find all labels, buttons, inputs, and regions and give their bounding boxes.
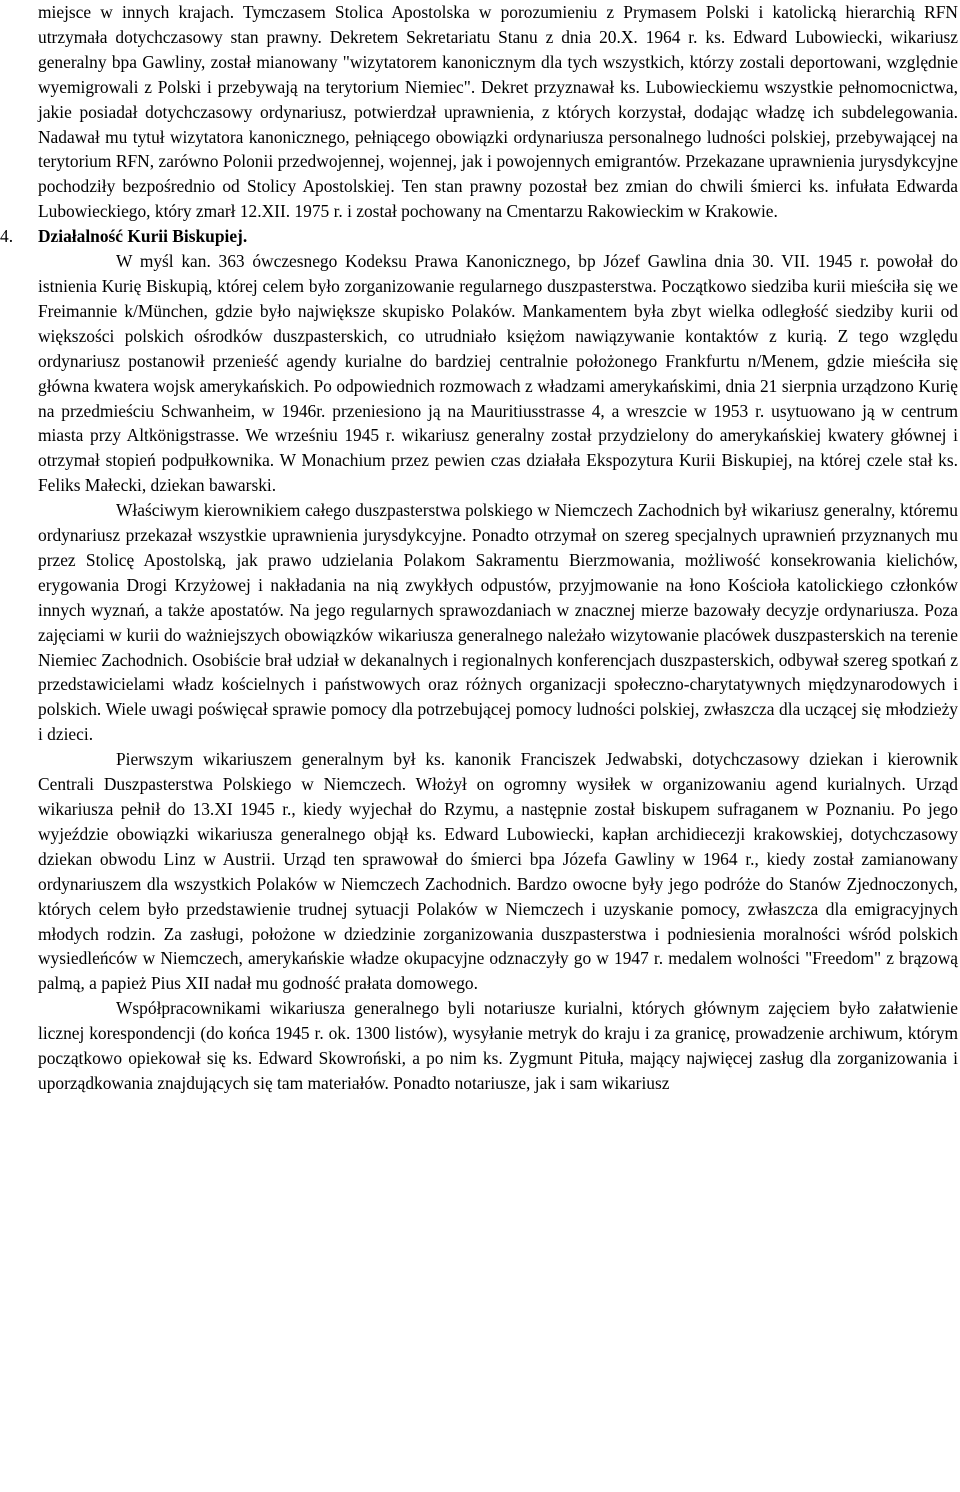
paragraph-curia-founding: W myśl kan. 363 ówczesnego Kodeksu Prawa Kanonicznego, bp Józef Gawlina dnia 30. VII. 1945 r. powołał do istnienia Kurię Biskupią, której celem było zorganizowanie regularnego duszpasterstwa. Początkowo siedziba kurii mieściła się we Freimannie k/München, gdzie było największe skupisko Polaków. Mankamentem była zbyt wielka odległość siedziby kurii od większości polskich ośrodków duszpasterskich, co utrudniało księżom nawiązywanie kontaktów z kurią. Z tego względu ordynariusz postanowił przenieść agendy kurialne do bardziej centralnie położonego Frankfurtu n/Menem, gdzie mieściła się główna kwatera wojsk amerykańskich. Po odpowiednich rozmowach z władzami amerykańskimi, dnia 21 sierpnia urządzono Kurię na przedmieściu Schwanheim, w 1946r. przeniesiono ją na Mauritiusstrasse 4, a wreszcie w 1953 r. usytuowano ją w centrum miasta przy Altkönigstrasse. We wrześniu 1945 r. wikariusz generalny został przydzielony do amerykańskiej kwatery głównej i otrzymał stopień podpułkownika. W Monachium przez pewien czas działała Ekspozytura Kurii Biskupiej, na której czele stał ks. Feliks Małecki, dziekan bawarski.: [38, 251, 958, 496]
paragraph-visitator-decree: miejsce w innych krajach. Tymczasem Stolica Apostolska w porozumieniu z Prymasem Polski i katolicką hierarchią RFN utrzymała dotychczasowy stan prawny. Dekretem Sekretariatu Stanu z dnia 20.X. 1964 r. ks. Edward Lubowiecki, wikariusz generalny bpa Gawliny, został mianowany "wizytatorem kanonicznym dla tych wszystkich, którzy zostali deportowani, względnie wyemigrowali z Polski i przebywają na terytorium Niemiec". Dekret przyznawał ks. Lubowieckiemu wszystkie pełnomocnictwa, jakie posiadał dotychczasowy ordynariusz, potwierdzał uprawnienia, z których korzystał, dodając władzę ich subdelegowania. Nadawał mu tytuł wizytatora kanonicznego, pełniącego obowiązki ordynariusza personalnego ludności polskiej, przebywającej na terytorium RFN, zarówno Polonii przedwojennej, wojennej, jak i powojennych emigrantów. Przekazane uprawnienia jurysdykcyjne pochodziły bezpośrednio od Stolicy Apostolskiej. Ten stan prawny pozostał bez zmian do chwili śmierci ks. infułata Edwarda Lubowieckiego, który zmarł 12.XII. 1975 r. i został pochowany na Cmentarzu Rakowieckim w Krakowie.: [38, 2, 958, 222]
section-number: 4.: [0, 226, 14, 247]
paragraph-notaries: Współpracownikami wikariusza generalnego byli notariusze kurialni, których głównym zajęciem było załatwienie licznej korespondencji (do końca 1945 r. ok. 1300 listów), wysyłanie metryk do kraju i za granicę, prowadzenie archiwum, którym początkowo opiekował się ks. Edward Skowroński, a po nim ks. Zygmunt Pituła, mający najwięcej zasług dla zorganizowania i uporządkowania znajdujących się tam materiałów. Ponadto notariusze, jak i sam wikariusz: [38, 998, 958, 1093]
section-heading: [0, 224, 920, 249]
paragraph-first-vicar: Pierwszym wikariuszem generalnym był ks. kanonik Franciszek Jedwabski, dotychczasowy dziekan i kierownik Centrali Duszpasterstwa Polskiego w Niemczech. Włożył on ogromny wysiłek w organizowaniu agend kurialnych. Urząd wikariusza pełnił do 13.XI 1945 r., kiedy wyjechał do Rzymu, a następnie został biskupem sufraganem w Poznaniu. Po jego wyjeździe obowiązki wikariusza generalnego objął ks. Edward Lubowiecki, kapłan archidiecezji krakowskiej, dotychczasowy dziekan obwodu Linz w Austrii. Urząd ten sprawował do śmierci bpa Józefa Gawliny w 1964 r., kiedy został zamianowany ordynariuszem dla wszystkich Polaków w Niemczech Zachodnich. Bardzo owocne były jego podróże do Stanów Zjednoczonych, których celem było przedstawienie trudnej sytuacji Polaków w Niemczech i uzyskanie pomocy, zwłaszcza dla emigracyjnych młodych rodzin. Za zasługi, położone w dziedzinie zorganizowania duszpasterstwa i podniesienia moralności wśród polskich wysiedleńców w Niemczech, amerykańskie władze okupacyjne odznaczyły go w 1947 r. medalem wolności "Freedom" z brązową palmą, a papież Pius XII nadał mu godność prałata domowego.: [38, 749, 958, 994]
section-title: Działalność Kurii Biskupiej.: [38, 226, 248, 247]
paragraph-vicar-general-role: Właściwym kierownikiem całego duszpasterstwa polskiego w Niemczech Zachodnich był wikariusz generalny, któremu ordynariusz przekazał wszystkie uprawnienia jurysdykcyjne. Ponadto otrzymał on szereg specjalnych uprawnień przyznanych mu przez Stolicę Apostolską, jak prawo udzielania Polakom Sakramentu Bierzmowania, możliwość konsekrowania kielichów, erygowania Drogi Krzyżowej i nakładania na nią zwykłych odpustów, przyjmowanie na łono Kościoła katolickiego członków innych wyznań, a także apostatów. Na jego regularnych sprawozdaniach w znacznej mierze bazowały decyzje ordynariusza. Poza zajęciami w kurii do ważniejszych obowiązków wikariusza generalnego należało wizytowanie placówek duszpasterskich na terenie Niemiec Zachodnich. Osobiście brał udział w dekanalnych i regionalnych konferencjach duszpasterskich, odbywał szereg spotkań z przedstawicielami władz kościelnych i państwowych oraz różnych organizacji społeczno-charytatywnych międzynarodowych i polskich. Wiele uwagi poświęcał sprawie pomocy dla potrzebującej pomocy ludności polskiej, zwłaszcza dla uczącej się młodzieży i dzieci.: [38, 500, 958, 745]
